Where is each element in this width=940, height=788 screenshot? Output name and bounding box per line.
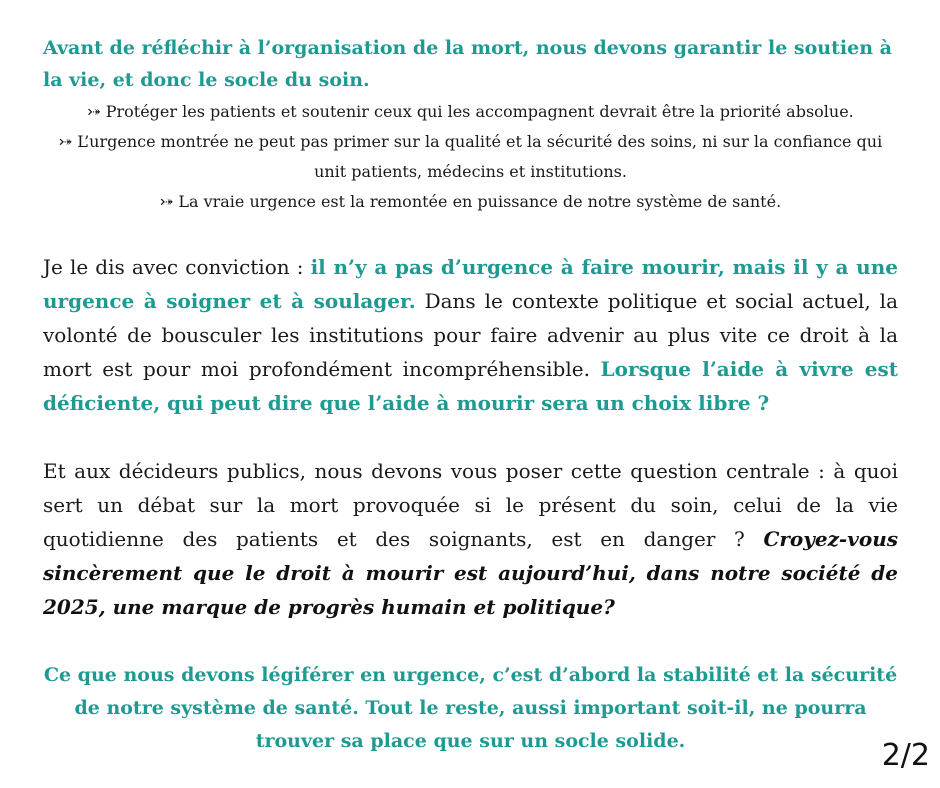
bullet-item: ⤐ Protéger les patients et soutenir ceux qui les accompagnent devrait être la priorité absolue. bbox=[87, 102, 854, 121]
highlight-urgence: il n’y a pas d’urgence à faire mourir, mais il y a une urgence à soigner et à soulager. bbox=[43, 255, 898, 313]
paragraph-body: Dans le contexte politique et social actuel, la volonté de bousculer les institutions pour faire advenir au plus vite ce droit à la mort est pour moi profondément incompréhensible. bbox=[43, 289, 898, 381]
conclusion: Ce que nous devons légiférer en urgence, c’est d’abord la stabilité et la sécurité de notre système de santé. Tout le reste, aussi important soit-il, ne pourra trouver sa place que sur un socle solide. bbox=[43, 664, 898, 752]
bullet-item: ⤐ La vraie urgence est la remontée en puissance de notre système de santé. bbox=[159, 192, 782, 211]
paragraph-body: Et aux décideurs publics, nous devons vous poser cette question centrale : à quoi sert un débat sur la mort provoquée si le présent du soin, celui de la vie quotidienne des patients et des soignants, est en danger ? bbox=[43, 459, 898, 551]
paragraph-decideurs bbox=[43, 454, 898, 624]
highlight-question: Lorsque l’aide à vivre est déficiente, qui peut dire que l’aide à mourir sera un choix libre ? bbox=[43, 357, 898, 415]
document-page bbox=[43, 32, 898, 777]
bullet-item: ⤐ L’urgence montrée ne peut pas primer sur la qualité et la sécurité des soins, ni sur la confiance qui unit patients, médecins et institutions. bbox=[58, 132, 883, 181]
bullet-list bbox=[43, 97, 898, 217]
intro-heading: Avant de réfléchir à l’organisation de la mort, nous devons garantir le soutien à la vie, et donc le socle du soin. bbox=[43, 37, 892, 91]
page-number: 2/2 bbox=[881, 738, 930, 773]
paragraph-conviction bbox=[43, 250, 898, 420]
paragraph-lead: Je le dis avec conviction : bbox=[43, 255, 311, 279]
emphasis-question: Croyez-vous sincèrement que le droit à mourir est aujourd’hui, dans notre société de 2025, une marque de progrès humain et politique? bbox=[43, 527, 898, 619]
